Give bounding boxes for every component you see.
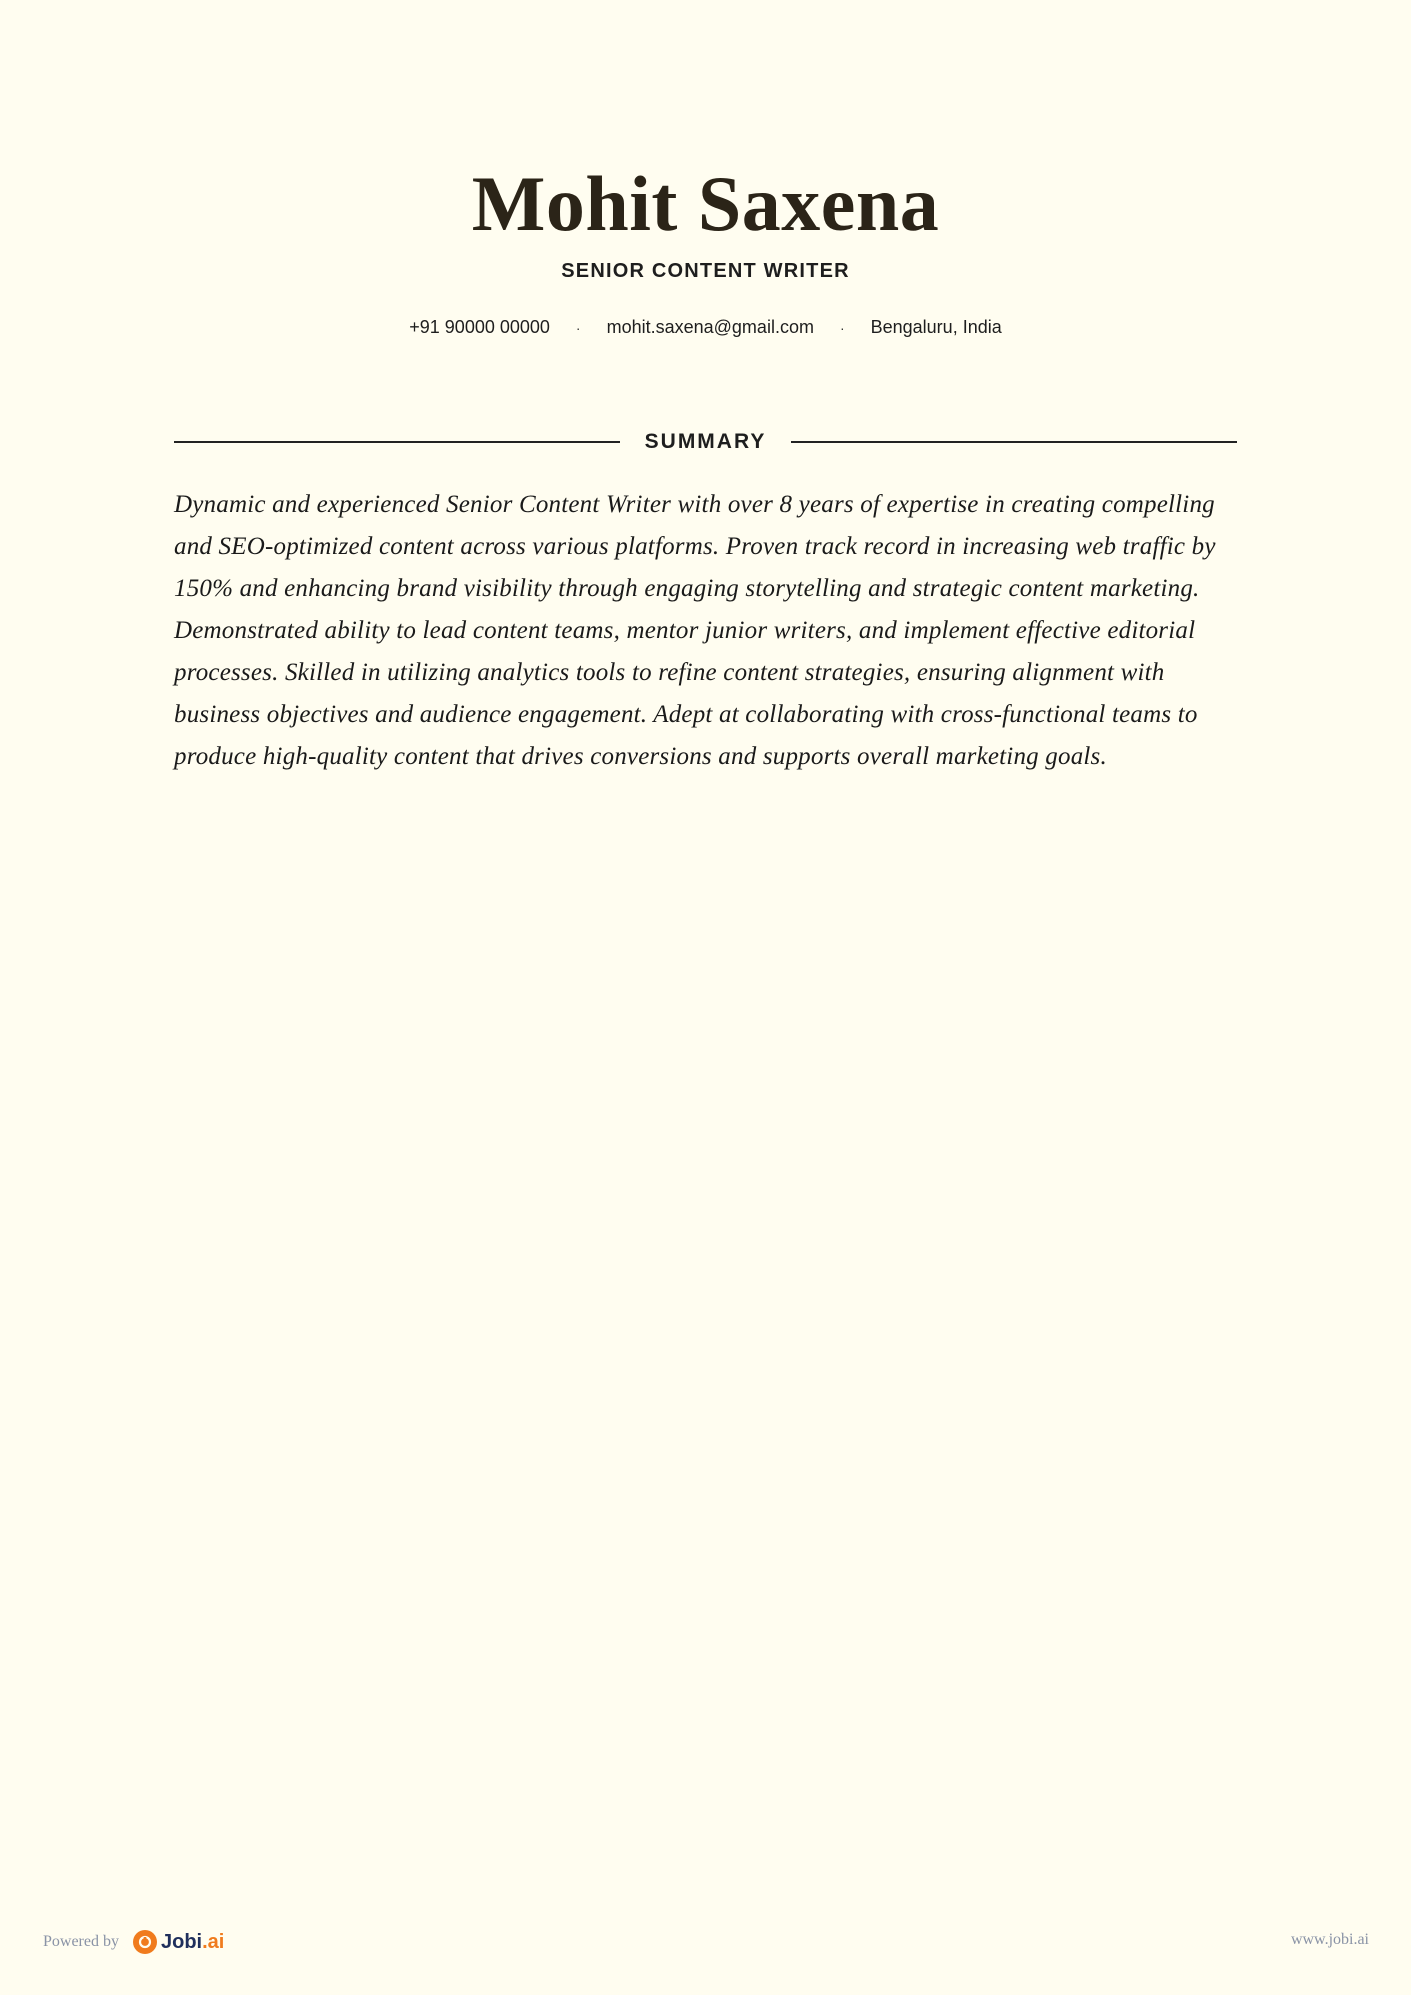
summary-text: Dynamic and experienced Senior Content Writer with over 8 years of expertise in creating compelling and SEO-optimized content across various platforms. Proven track record in increasing web traffic by 150% and enhancing brand visibility through engaging storytelling and strategic content marketing. Demonstrated ability to lead content teams, mentor junior writers, and implement effective editorial processes. Skilled in utilizing analytics tools to refine content strategies, ensuring alignment with business objectives and audience engagement. Adept at collaborating with cross-functional teams to produce high-quality content that drives conversions and supports overall marketing goals. bbox=[174, 491, 1216, 770]
powered-by-label: Powered by bbox=[43, 1933, 119, 1950]
contact-info bbox=[0, 317, 1411, 338]
jobi-logo-icon bbox=[133, 1930, 157, 1954]
website-link[interactable]: www.jobi.ai bbox=[1290, 1931, 1369, 1948]
logo-main: Jobi bbox=[160, 1930, 203, 1953]
section-title: SUMMARY bbox=[644, 430, 767, 453]
heading-rule-right bbox=[791, 441, 1237, 443]
powered-by bbox=[43, 1930, 224, 1954]
jobi-logo-text bbox=[161, 1931, 224, 1954]
location: Bengaluru, India bbox=[870, 317, 1002, 337]
job-title: SENIOR CONTENT WRITER bbox=[561, 260, 850, 282]
email-address[interactable]: mohit.saxena@gmail.com bbox=[606, 317, 814, 337]
contact-separator: · bbox=[575, 319, 581, 336]
candidate-name: Mohit Saxena bbox=[471, 160, 940, 247]
logo-suffix: .ai bbox=[202, 1930, 225, 1953]
jobi-logo-link[interactable] bbox=[133, 1930, 224, 1954]
contact-separator: · bbox=[839, 319, 845, 336]
summary-heading bbox=[174, 430, 1237, 454]
heading-rule-left bbox=[174, 441, 620, 443]
resume-header bbox=[0, 158, 1411, 283]
phone-number: +91 90000 00000 bbox=[409, 317, 550, 337]
